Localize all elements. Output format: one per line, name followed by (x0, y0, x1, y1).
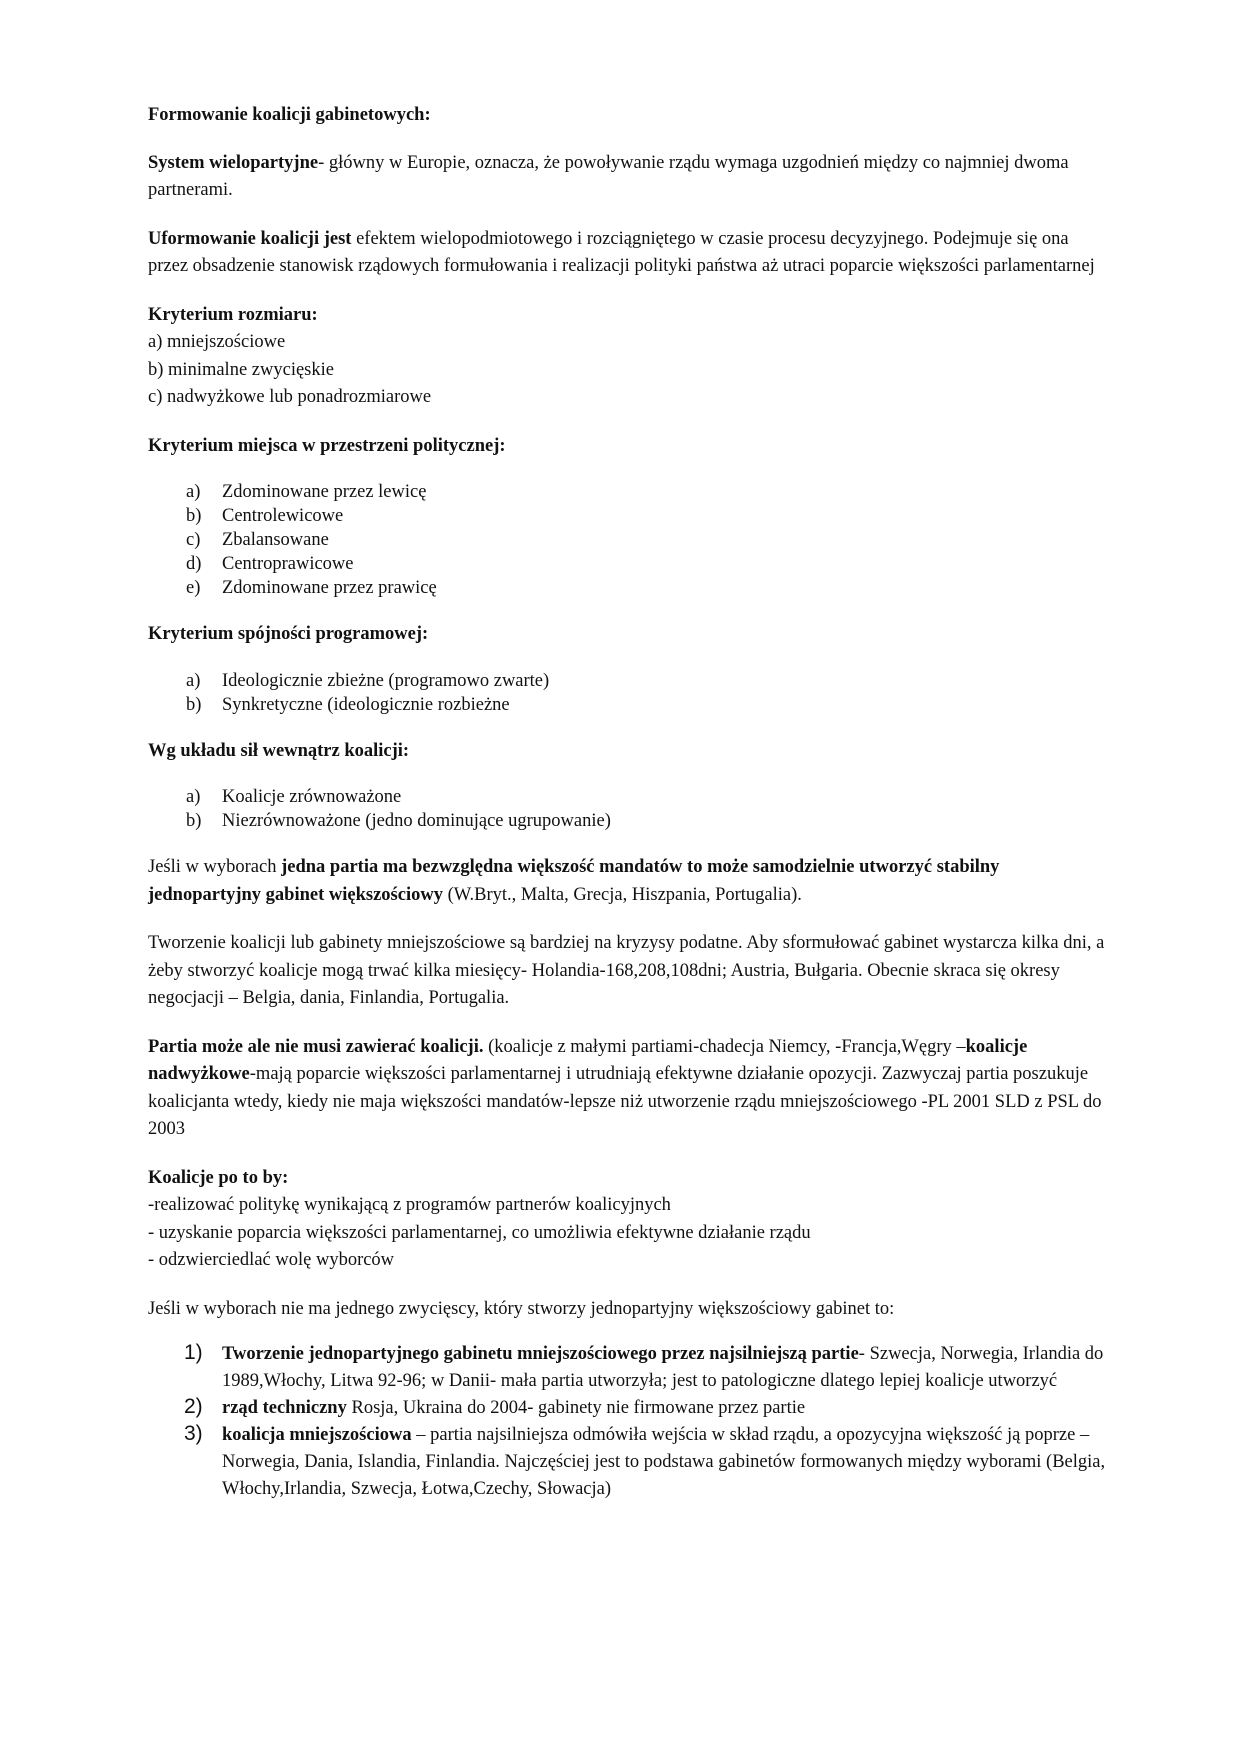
cohesion-criterion-list (148, 669, 1108, 717)
paragraph-party-coalition: Partia może ale nie musi zawierać koalicji. (koalicje z małymi partiami-chadecja Niemcy, -Francja,Węgry –koalicje nadwyżkowe-mają poparcie większości parlamentarnej i utrudniają efektywne działanie opozycji. Zazwyczaj partia poszukuje koalicjanta wtedy, kiedy nie maja większości mandatów-lepsze niż utworzenie rządu mniejszościowego -PL 2001 SLD z PSL do 2003 (148, 1036, 1102, 1139)
space-criterion-heading: Kryterium miejsca w przestrzeni politycznej: (148, 435, 506, 456)
list-item: b) minimalne zwycięskie (148, 359, 334, 380)
list-item: 1) Tworzenie jednopartyjnego gabinetu mniejszościowego przez najsilniejszą partie- Szwecja, Norwegia, Irlandia do 1989,Włochy, Litwa 92-96; w Danii- mała partia utworzyła; jest to patologiczne dlatego lepiej koalicje utworzyć (184, 1341, 1104, 1391)
coalition-purpose-section (148, 1165, 1108, 1275)
list-item: 2) rząd techniczny Rosja, Ukraina do 2004- gabinety nie firmowane przez partie (184, 1395, 806, 1418)
list-item: b) Niezrównoważone (jedno dominujące ugrupowanie) (186, 811, 611, 831)
list-item: a) mniejszościowe (148, 332, 286, 352)
cohesion-criterion-heading: Kryterium spójności programowej: (148, 624, 429, 644)
size-criterion-section (148, 302, 1108, 412)
list-item: -realizować politykę wynikającą z programów partnerów koalicyjnych (148, 1195, 671, 1215)
list-item: e) Zdominowane przez prawicę (186, 578, 437, 598)
forces-criterion-list (148, 785, 1108, 833)
space-criterion-list (148, 480, 1108, 600)
list-item: a) Koalicje zrównoważone (186, 787, 402, 807)
paragraph-no-winner: Jeśli w wyborach nie ma jednego zwycięscy, który stworzy jednopartyjny większościowy gabinet to: (148, 1298, 895, 1319)
list-item: a) Ideologicznie zbieżne (programowo zwarte) (186, 670, 550, 691)
paragraph-minority-cabinets: Tworzenie koalicji lub gabinety mniejszościowe są bardziej na kryzysy podatne. Aby sformułować gabinet wystarcza kilka dni, a żeby stworzyć koalicje mogą trwać kilka miesięcy- Holandia-168,208,108dni; Austria, Bułgaria. Obecnie skraca się okresy negocjacji – Belgia, dania, Finlandia, Portugalia. (148, 933, 1105, 1008)
list-item: b) Centrolewicowe (186, 506, 344, 526)
forces-criterion-heading: Wg układu sił wewnątrz koalicji: (148, 740, 410, 761)
list-item: c) Zbalansowane (186, 530, 329, 550)
list-item: b) Synkretyczne (ideologicznie rozbieżne (186, 694, 510, 715)
list-item: c) nadwyżkowe lub ponadrozmiarowe (148, 387, 432, 407)
coalition-purpose-heading: Koalicje po to by: (148, 1167, 289, 1188)
list-item: - odzwierciedlać wolę wyborców (148, 1250, 395, 1270)
numbered-options-list (148, 1341, 1108, 1503)
list-item: a) Zdominowane przez lewicę (186, 482, 427, 502)
paragraph-majority-party: Jeśli w wyborach jedna partia ma bezwzględna większość mandatów to może samodzielnie utworzyć stabilny jednopartyjny gabinet większościowy (W.Bryt., Malta, Grecja, Hiszpania, Portugalia). (148, 857, 1000, 905)
list-item: - uzyskanie poparcia większości parlamentarnej, co umożliwia efektywne działanie rządu (148, 1222, 811, 1243)
list-item: 3) koalicja mniejszościowa – partia najsilniejsza odmówiła wejścia w skład rządu, a opozycyjna większość ją poprze – Norwegia, Dania, Islandia, Finlandia. Najczęściej jest to podstawa gabinetów formowanych między wyborami (Belgia, Włochy,Irlandia, Szwecja, Łotwa,Czechy, Słowacja) (184, 1422, 1106, 1499)
paragraph-multiparty-system: System wielopartyjne- główny w Europie, oznacza, że powoływanie rządu wymaga uzgodnień między co najmniej dwoma partnerami. (148, 152, 1069, 200)
list-item: d) Centroprawicowe (186, 554, 354, 574)
document-page (148, 102, 1108, 1503)
paragraph-coalition-formation: Uformowanie koalicji jest efektem wielopodmiotowego i rozciągniętego w czasie procesu decyzyjnego. Podejmuje się ona przez obsadzenie stanowisk rządowych formułowania i realizacji polityki państwa aż utraci poparcie większości parlamentarnej (148, 228, 1095, 276)
size-criterion-heading: Kryterium rozmiaru: (148, 304, 318, 325)
document-title: Formowanie koalicji gabinetowych: (148, 105, 431, 125)
